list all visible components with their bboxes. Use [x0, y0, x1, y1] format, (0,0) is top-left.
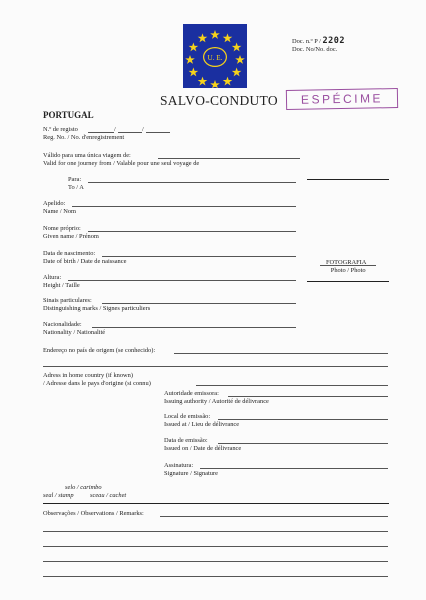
- registration-field: [43, 126, 124, 141]
- photo-caption: [326, 259, 366, 274]
- doc-number-value: 2202: [322, 36, 345, 46]
- nationality-line[interactable]: [92, 327, 296, 328]
- issue-place-line[interactable]: [218, 419, 388, 420]
- height-field: [43, 274, 80, 289]
- given-name-line[interactable]: [88, 231, 296, 232]
- signature-line[interactable]: [200, 468, 388, 469]
- photo-label-pt: FOTOGRAFIA: [326, 259, 367, 266]
- doc-number: [292, 38, 345, 53]
- given-name-label-en: Given name / Prénom: [43, 232, 99, 240]
- birth-date-field: [43, 250, 126, 265]
- surname-label-pt: Apelido:: [43, 200, 66, 207]
- height-label-en: Height / Taille: [43, 281, 80, 289]
- remarks-line-4[interactable]: [43, 561, 388, 562]
- given-name-field: [43, 225, 99, 240]
- safe-conduct-form: U. E. Doc. n.º P / 2202 Doc. No/No. doc. SALVO-CONDUTO ESPÉCIME PORTUGAL N.º de registo Reg. No. / No. d'enregistrement / / Válido para uma única viagem de: Valid for one journey from / Valable pour une seul voyage de Para: To / A Apelido: Name / Nom Nome próprio: Given name / Prénom Data de nascimento: Date of birth / Date de naissance FOTOGRAFIA Photo / Photo Altura: Height / Taille Sinais particulares: Distinguishing marks / Signes particuliers Nacionalidade: Nationality / Nationalité Endereço no país de origem (se conhecido): Adress in home country (if known) / Adresse dans le pays d'origine (si connu) Autoridade emissora: Issuing authority / Autorité de délivrance Local de emissão: Issued at / Lieu de délivrance Data de emissão: Issued on / Date de délivrance Assinatura: Signature / Signature selo / carimbo seal / stamp sceau / cachet Observações / Observations / Remarks:: [0, 0, 426, 600]
- remarks-label: Observações / Observations / Remarks:: [43, 510, 144, 517]
- registration-part1-line[interactable]: [88, 132, 114, 133]
- height-label-pt: Altura:: [43, 274, 62, 281]
- registration-label-en: Reg. No. / No. d'enregistrement: [43, 133, 125, 141]
- photo-caption-line: [320, 265, 376, 266]
- surname-line[interactable]: [72, 206, 296, 207]
- home-address-line[interactable]: [196, 385, 388, 386]
- section-divider: [43, 503, 389, 504]
- valid-label-pt: Válido para uma única viagem de:: [43, 152, 131, 159]
- seal-label-en: seal / stamp: [43, 492, 74, 499]
- valid-from-line[interactable]: [158, 158, 300, 159]
- document-title: SALVO-CONDUTO: [160, 93, 278, 108]
- issue-date-label-pt: Data de emissão:: [164, 437, 208, 444]
- remarks-line-2[interactable]: [43, 531, 388, 532]
- issue-date-line[interactable]: [218, 443, 388, 444]
- seal-label-fr: sceau / cachet: [90, 492, 127, 499]
- issue-date-field: [164, 437, 241, 452]
- nationality-label-pt: Nacionalidade:: [43, 321, 82, 328]
- home-address-label-en: Adress in home country (if known): [43, 372, 133, 379]
- home-address-label-fr: / Adresse dans le pays d'origine (si connu): [43, 379, 151, 387]
- height-line[interactable]: [68, 280, 296, 281]
- origin-address-label: Endereço no país de origem (se conhecido):: [43, 347, 156, 354]
- nationality-field: [43, 321, 105, 336]
- country-name: PORTUGAL: [43, 110, 94, 120]
- marks-label-en: Distinguishing marks / Signes particuliers: [43, 304, 151, 312]
- issue-date-label-en: Issued on / Date de délivrance: [164, 444, 242, 452]
- authority-field: [164, 390, 269, 405]
- to-label-pt: Para:: [68, 176, 82, 183]
- issue-place-label-en: Issued at / Lieu de délivrance: [164, 420, 240, 428]
- destination-field: [68, 176, 84, 191]
- surname-label-en: Name / Nom: [43, 207, 77, 215]
- registration-part2-line[interactable]: [118, 132, 142, 133]
- authority-label-en: Issuing authority / Autorité de délivrance: [164, 397, 269, 405]
- marks-line[interactable]: [102, 303, 296, 304]
- remarks-line-3[interactable]: [43, 546, 388, 547]
- photo-box-top-line: [307, 179, 389, 180]
- origin-address-line-1[interactable]: [174, 353, 388, 354]
- registration-part3-line[interactable]: [146, 132, 170, 133]
- birth-date-label-pt: Data de nascimento:: [43, 250, 96, 257]
- issue-place-field: [164, 413, 239, 428]
- photo-label-en: Photo / Photo: [330, 266, 366, 274]
- remarks-line-1[interactable]: [160, 516, 388, 517]
- home-address-field: [43, 372, 151, 387]
- registration-label-pt: N.º de registo: [43, 126, 78, 133]
- issue-place-label-pt: Local de emissão:: [164, 413, 211, 420]
- photo-box-bottom-line: [307, 281, 389, 282]
- valid-journey-field: [43, 152, 199, 167]
- nationality-label-en: Nationality / Nationalité: [43, 328, 106, 336]
- doc-number-label-en: Doc. No/No. doc.: [292, 45, 338, 53]
- authority-line[interactable]: [228, 396, 388, 397]
- remarks-line-5[interactable]: [43, 576, 388, 577]
- seal-label-pt: selo / carimbo: [65, 484, 102, 491]
- doc-number-label: Doc. n.º P /: [292, 38, 321, 45]
- signature-label-pt: Assinatura:: [164, 462, 194, 469]
- surname-field: [43, 200, 76, 215]
- eu-star-circle-icon: [183, 24, 247, 88]
- given-name-label-pt: Nome próprio:: [43, 225, 81, 232]
- origin-address-line-2[interactable]: [43, 366, 388, 367]
- authority-label-pt: Autoridade emissora:: [164, 390, 219, 397]
- marks-field: [43, 297, 150, 312]
- signature-label-en: Signature / Signature: [164, 469, 218, 477]
- destination-line[interactable]: [88, 182, 296, 183]
- birth-date-line[interactable]: [102, 256, 296, 257]
- signature-field: [164, 462, 218, 477]
- birth-date-label-en: Date of birth / Date de naissance: [43, 257, 127, 265]
- marks-label-pt: Sinais particulares:: [43, 297, 92, 304]
- to-label-en: To / A: [68, 183, 84, 191]
- emblem-text: U. E.: [207, 54, 223, 62]
- valid-label-en: Valid for one journey from / Valable pour une seul voyage de: [43, 159, 200, 167]
- eu-emblem: [183, 24, 247, 88]
- specimen-stamp: ESPÉCIME: [286, 88, 398, 110]
